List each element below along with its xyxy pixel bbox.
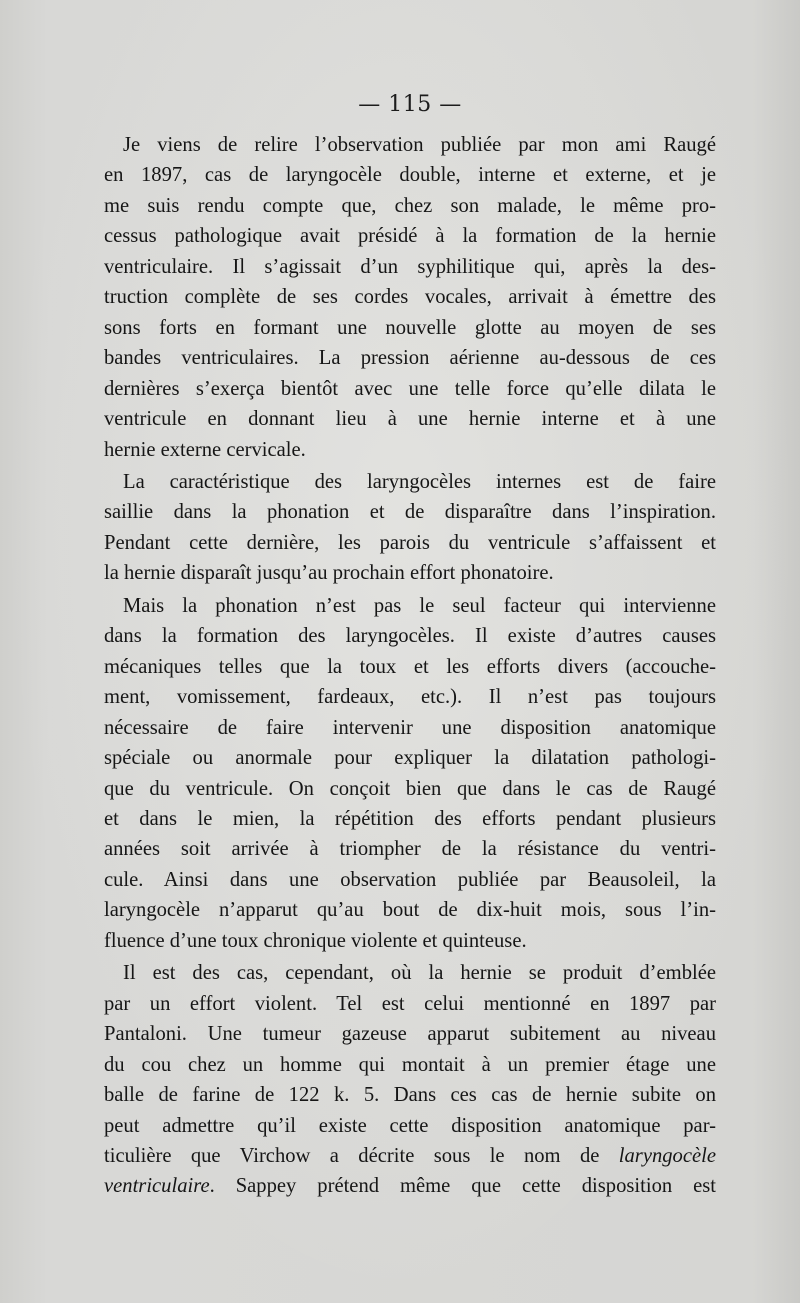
text-line: du cou chez un homme qui montait à un premier étage une — [104, 1053, 716, 1076]
text-line: ment, vomissement, fardeaux, etc.). Il n’est pas toujours — [104, 686, 716, 709]
text-line: Pendant cette dernière, les parois du ventricule s’affaissent et — [104, 531, 716, 554]
text-line: ventriculaire. Il s’agissait d’un syphilitique qui, après la des- — [104, 255, 716, 278]
text-line: sons forts en formant une nouvelle glotte au moyen de ses — [104, 316, 716, 339]
text-line: laryngocèle n’apparut qu’au bout de dix-huit mois, sous l’in- — [104, 899, 716, 922]
text-line — [104, 1171, 716, 1201]
text-line: me suis rendu compte que, chez son malade, le même pro- — [104, 194, 716, 217]
text-line: Pantaloni. Une tumeur gazeuse apparut subitement au niveau — [104, 1023, 716, 1046]
text-line: cessus pathologique avait présidé à la formation de la hernie — [104, 225, 716, 248]
italic-term: ventriculaire — [104, 1175, 210, 1198]
text-line: Il est des cas, cependant, où la hernie se produit d’emblée — [123, 962, 716, 985]
italic-term: laryngocèle — [618, 1144, 716, 1167]
text-line: La caractéristique des laryngocèles internes est de faire — [123, 470, 716, 493]
text-line: la hernie disparaît jusqu’au prochain effort phonatoire. — [104, 562, 554, 585]
text-line: cule. Ainsi dans une observation publiée par Beausoleil, la — [104, 868, 716, 891]
text-line: bandes ventriculaires. La pression aérienne au-dessous de ces — [104, 347, 716, 370]
text-segment: . Sappey prétend même que cette disposition est — [209, 1175, 716, 1198]
text-line: et dans le mien, la répétition des efforts pendant plusieurs — [104, 807, 716, 830]
text-line: ventricule en donnant lieu à une hernie interne et à une — [104, 408, 716, 431]
text-line: dans la formation des laryngocèles. Il existe d’autres causes — [104, 625, 716, 648]
text-segment: ticulière que Virchow a décrite sous le nom de — [104, 1144, 600, 1167]
text-line: Je viens de relire l’observation publiée par mon ami Raugé — [123, 134, 716, 156]
text-line — [104, 1141, 716, 1171]
body-text — [104, 130, 716, 1202]
text-line: fluence d’une toux chronique violente et quinteuse. — [104, 929, 527, 952]
text-line: peut admettre qu’il existe cette disposition anatomique par- — [104, 1114, 716, 1137]
text-line: années soit arrivée à triompher de la résistance du ventri- — [104, 838, 716, 861]
text-line: que du ventricule. On conçoit bien que dans le cas de Raugé — [104, 777, 716, 800]
page-number: — 115 — — [358, 92, 462, 117]
text-line: spéciale ou anormale pour expliquer la dilatation pathologi- — [104, 747, 716, 770]
text-line: balle de farine de 122 k. 5. Dans ces cas de hernie subite on — [104, 1084, 716, 1107]
text-line: en 1897, cas de laryngocèle double, interne et externe, et je — [104, 164, 716, 187]
text-line: hernie externe cervicale. — [104, 438, 306, 461]
text-line: par un effort violent. Tel est celui mentionné en 1897 par — [104, 992, 716, 1015]
text-line: saillie dans la phonation et de disparaître dans l’inspiration. — [104, 501, 716, 524]
text-line: nécessaire de faire intervenir une disposition anatomique — [104, 716, 716, 739]
text-line: mécaniques telles que la toux et les efforts divers (accouche- — [104, 655, 716, 678]
text-line: dernières s’exerça bientôt avec une telle force qu’elle dilata le — [104, 377, 716, 400]
text-line: Mais la phonation n’est pas le seul facteur qui intervienne — [123, 594, 716, 617]
text-line: truction complète de ses cordes vocales, arrivait à émettre des — [104, 286, 716, 309]
